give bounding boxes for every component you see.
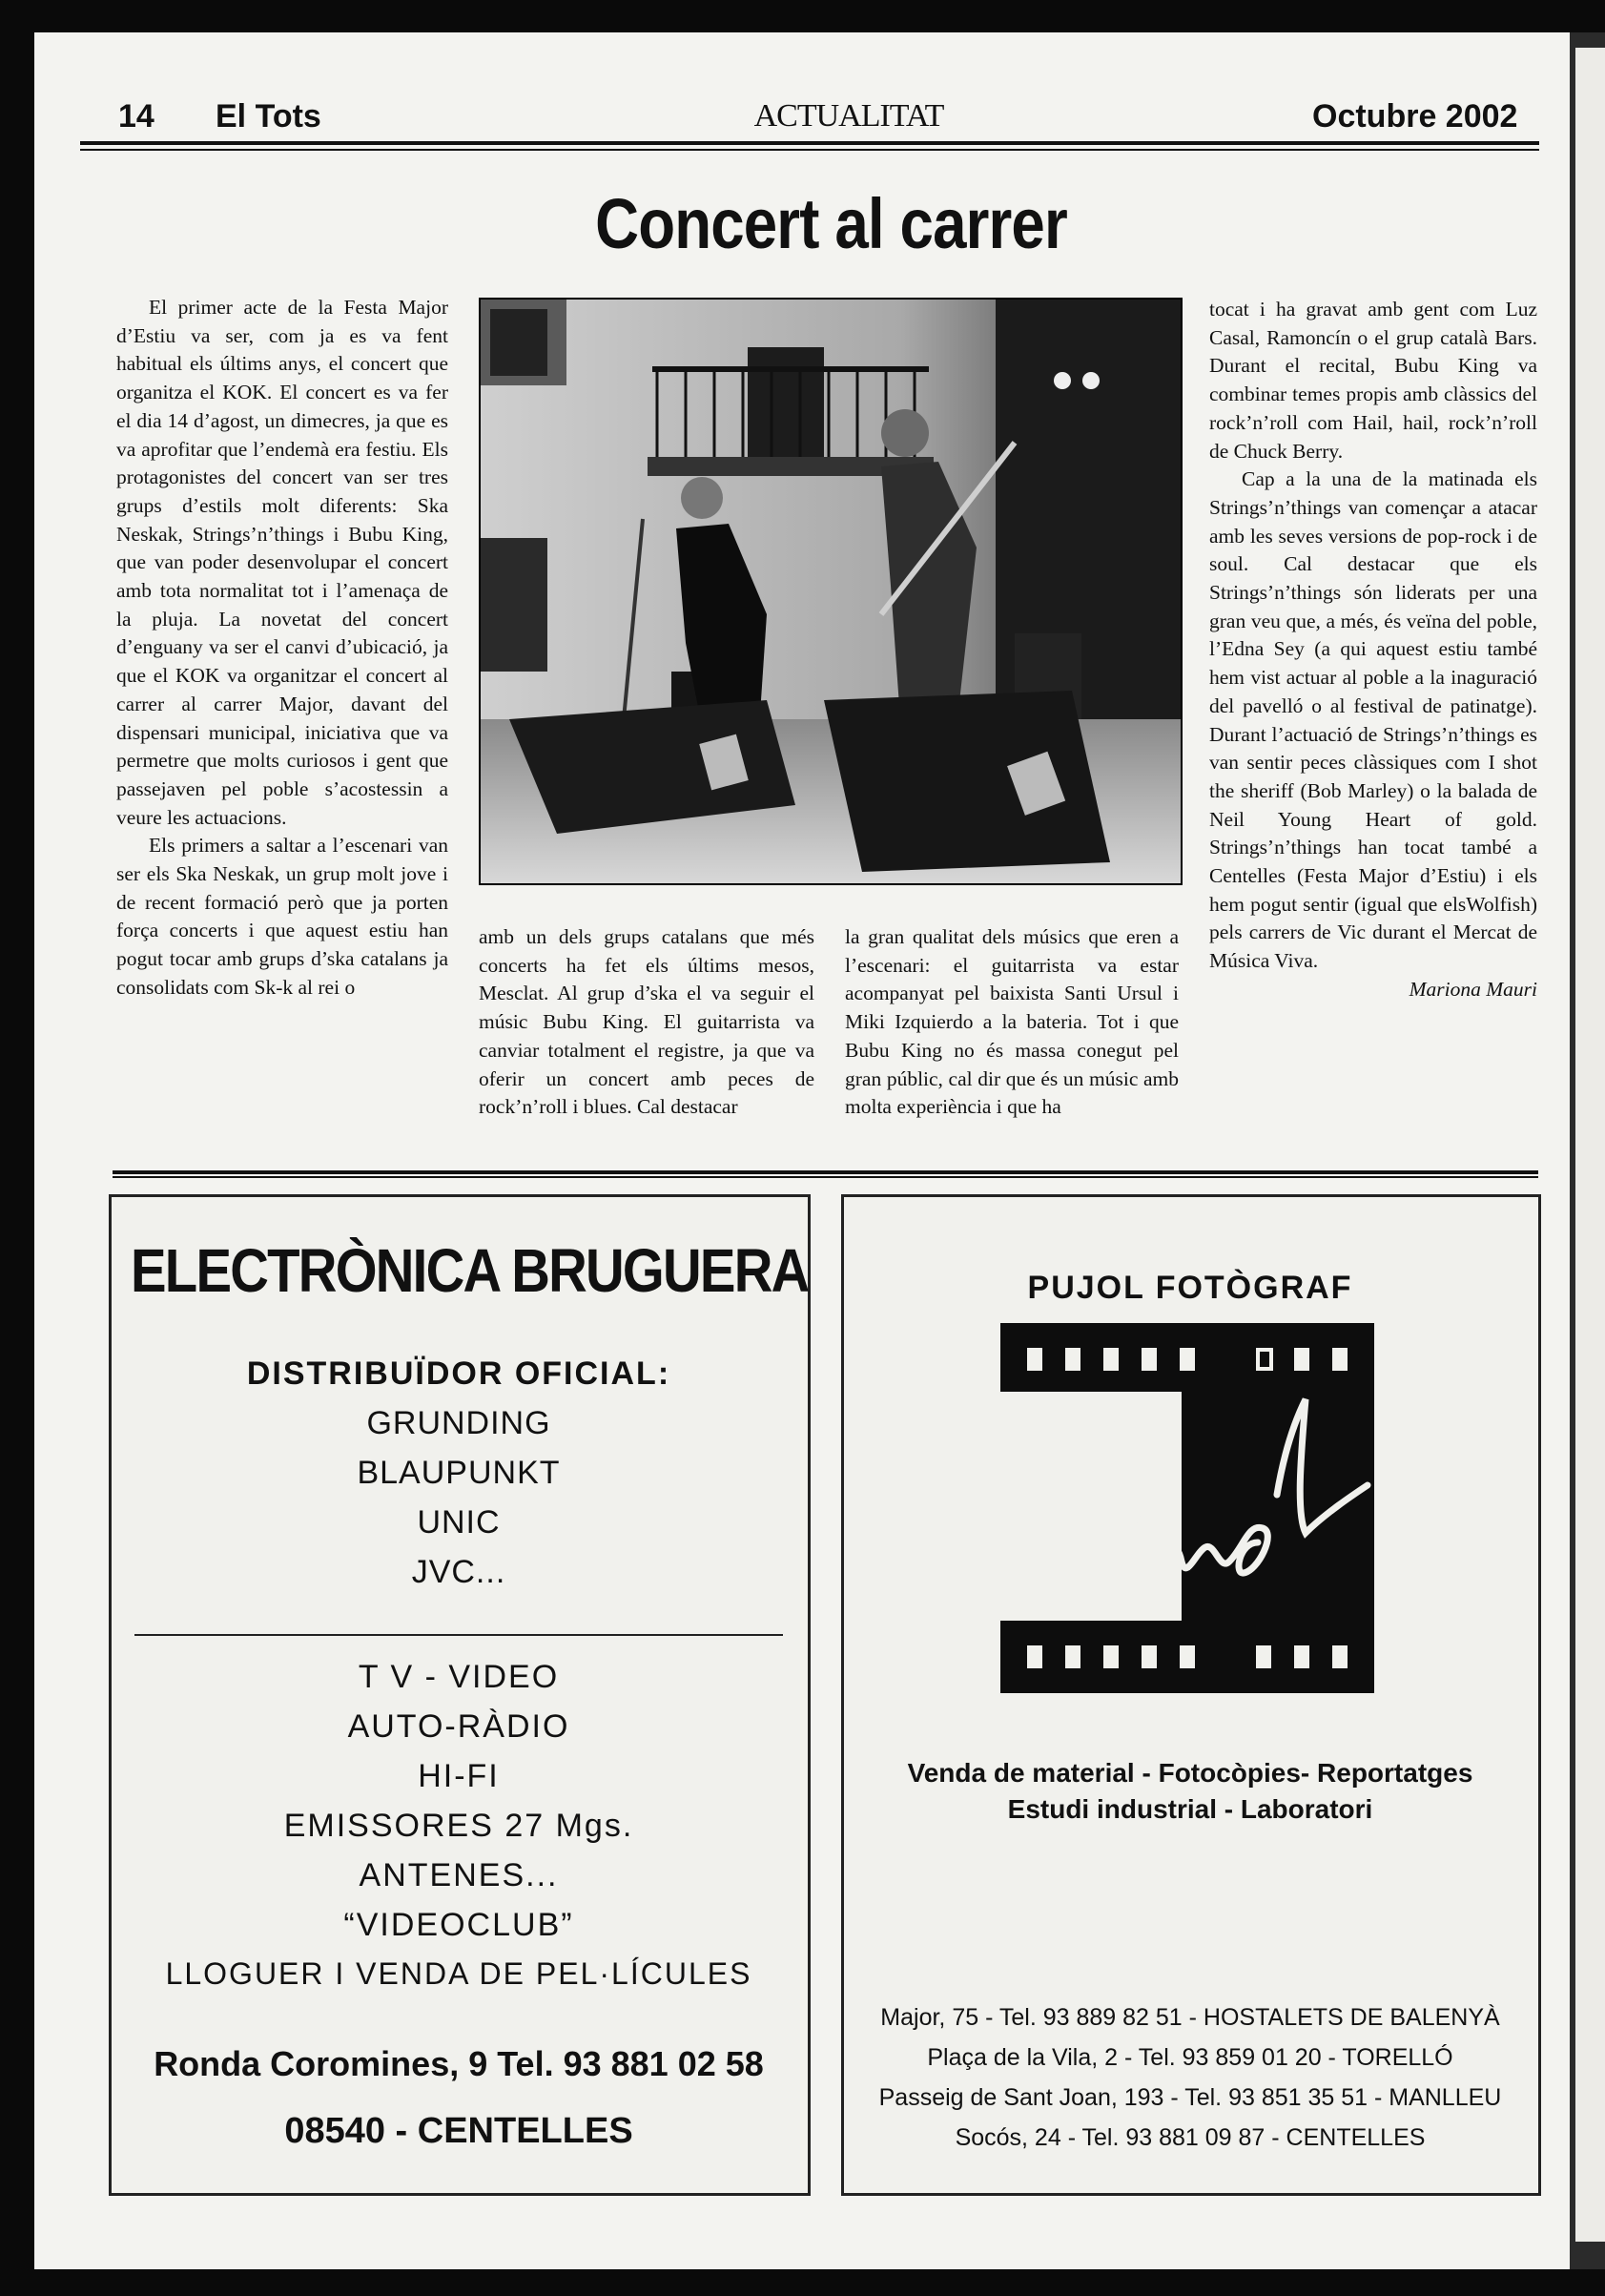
ad-pujol-fotograf (841, 1194, 1541, 2196)
section-name: ACTUALITAT (753, 98, 944, 134)
ad-service-item: AUTO-RÀDIO (347, 1708, 570, 1745)
header-rule (80, 141, 1539, 145)
ad-electronica-address: Ronda Coromines, 9 Tel. 93 881 02 58 (154, 2044, 764, 2083)
concert-photo-image (481, 300, 1181, 883)
issue-date: Octubre 2002 (1312, 98, 1518, 134)
ad-electronica-title: ELECTRÒNICA BRUGUERA (131, 1236, 809, 1305)
article-paragraph: la gran qualitat dels músics que eren a l’escenari: el guitarrista va estar acompanyat pel baixista Santi Ursul i Miki Izquierdo a la bateria. Tot i que Bubu King no és massa conegut pel gran públic, cal dir que és un músic amb molta experiència i que ha (845, 925, 1179, 1119)
ad-pujol-title: PUJOL FOTÒGRAF (1027, 1270, 1353, 1306)
ad-electronica-subtitle: DISTRIBUÏDOR OFICIAL: (246, 1355, 671, 1392)
next-page-edge (1575, 48, 1605, 2242)
article-paragraph: tocat i ha gravat amb gent com Luz Casal, Ramoncín o el grup català Bars. Durant el recital, Bubu King va combinar temes propis amb clàssics del rock’n’roll com Hail, hail, rock’n’roll de Chuck Berry. (1209, 298, 1537, 463)
ad-pujol-services-2: Estudi industrial - Laboratori (1007, 1794, 1373, 1824)
article-column-3 (845, 923, 1179, 1122)
ad-brand-item: GRUNDING (366, 1405, 551, 1441)
ad-brand-item: UNIC (417, 1504, 501, 1541)
ad-brand-item: BLAUPUNKT (357, 1455, 561, 1491)
ad-service-item: T V - VIDEO (358, 1659, 560, 1695)
article-column-2 (479, 923, 814, 1122)
publication-name: El Tots (216, 98, 321, 134)
ad-electronica-city: 08540 - CENTELLES (284, 2111, 633, 2151)
article-paragraph: amb un dels grups catalans que més concerts ha fet els últims mesos, Mesclat. Al grup d’ska el va seguir el músic Bubu King. El guitarrista va canviar totalment el registre, ja que va oferir un concert amb peces de rock’n’roll i blues. Cal destacar (479, 925, 814, 1119)
article-paragraph: El primer acte de la Festa Major d’Estiu va ser, com ja es va fent habitual els últims anys, el concert que organitza el KOK. El concert es va fer el dia 14 d’agost, un dimecres, ja que es va aprofitar que l’endemà era festiu. Els protagonistes del concert van ser tres grups d’estils molt diferents: Ska Neskak, Strings’n’things i Bubu King, que van poder desenvolupar el concert amb tota normalitat tot i l’amenaça de la pluja. La novetat del concert d’enguany va ser el canvi d’ubicació, ja que el KOK va organitzar el concert al carrer al carrer Major, davant del dispensari municipal, iniciativa que va permetre que molts curiosos i gent que passejaven pel poble s’acostessin a veure les actuacions. (116, 296, 448, 829)
ad-service-item: HI-FI (418, 1758, 500, 1794)
ad-pujol-services: Venda de material - Fotocòpies- Reportatges (907, 1758, 1473, 1788)
ad-service-item: LLOGUER I VENDA DE PEL·LÍCULES (165, 1956, 752, 1991)
ad-pujol-branch: Passeig de Sant Joan, 193 - Tel. 93 851 35 51 - MANLLEU (878, 2084, 1502, 2111)
ad-pujol-branch: Major, 75 - Tel. 93 889 82 51 - HOSTALETS DE BALENYÀ (880, 2004, 1500, 2031)
page-number: 14 (118, 98, 154, 134)
ad-service-item: “VIDEOCLUB” (343, 1907, 574, 1943)
angel-signature-logo (1000, 1323, 1374, 1693)
film-strip-logo (1000, 1323, 1374, 1693)
article-ad-separator-thin (113, 1176, 1538, 1178)
article-column-4 (1209, 296, 1537, 1004)
ad-pujol-branch: Socós, 24 - Tel. 93 881 09 87 - CENTELLES (955, 2124, 1426, 2151)
article-column-1 (116, 294, 448, 1003)
article-paragraph: Cap a la una de la matinada els Strings’n’things van començar a atacar amb les seves versions de pop-rock i de soul. Cal destacar que els Strings’n’things són liderats per una gran veu que, a més, és veïna del poble, l’Edna Sey (a qui aquest estiu també hem vist actuar al poble a la inaguració del pavelló o al festival de patinatge). Durant l’actuació de Strings’n’things es van sentir peces clàssiques com I shot the sheriff (Bob Marley) o la balada de Neil Young Heart of gold. Strings’n’things han tocat també a Centelles (Festa Major d’Estiu) i els hem pogut sentir (igual que elsWolfish) pels carrers de Vic durant el Mercat de Música Viva. (1209, 467, 1537, 973)
ad-service-item: EMISSORES 27 Mgs. (283, 1808, 634, 1844)
article-paragraph: Els primers a saltar a l’escenari van ser els Ska Neskak, un grup molt jove i de recent formació però que ja porten força concerts i que aquest estiu han pogut tocar amb grups d’ska catalans ja consolidats com Sk-k al rei o (116, 834, 448, 999)
article-ad-separator (113, 1170, 1538, 1174)
ad-divider (134, 1634, 783, 1636)
ad-pujol-branch: Plaça de la Vila, 2 - Tel. 93 859 01 20 - TORELLÓ (927, 2044, 1453, 2071)
article-author: Mariona Mauri (1409, 977, 1537, 1001)
ad-electronica-bruguera (109, 1194, 811, 2196)
header-rule-thin (80, 149, 1539, 151)
concert-photo (479, 298, 1183, 885)
article-title: Concert al carrer (595, 184, 1067, 263)
ad-brand-item: JVC... (411, 1554, 506, 1590)
ad-service-item: ANTENES... (359, 1857, 559, 1893)
